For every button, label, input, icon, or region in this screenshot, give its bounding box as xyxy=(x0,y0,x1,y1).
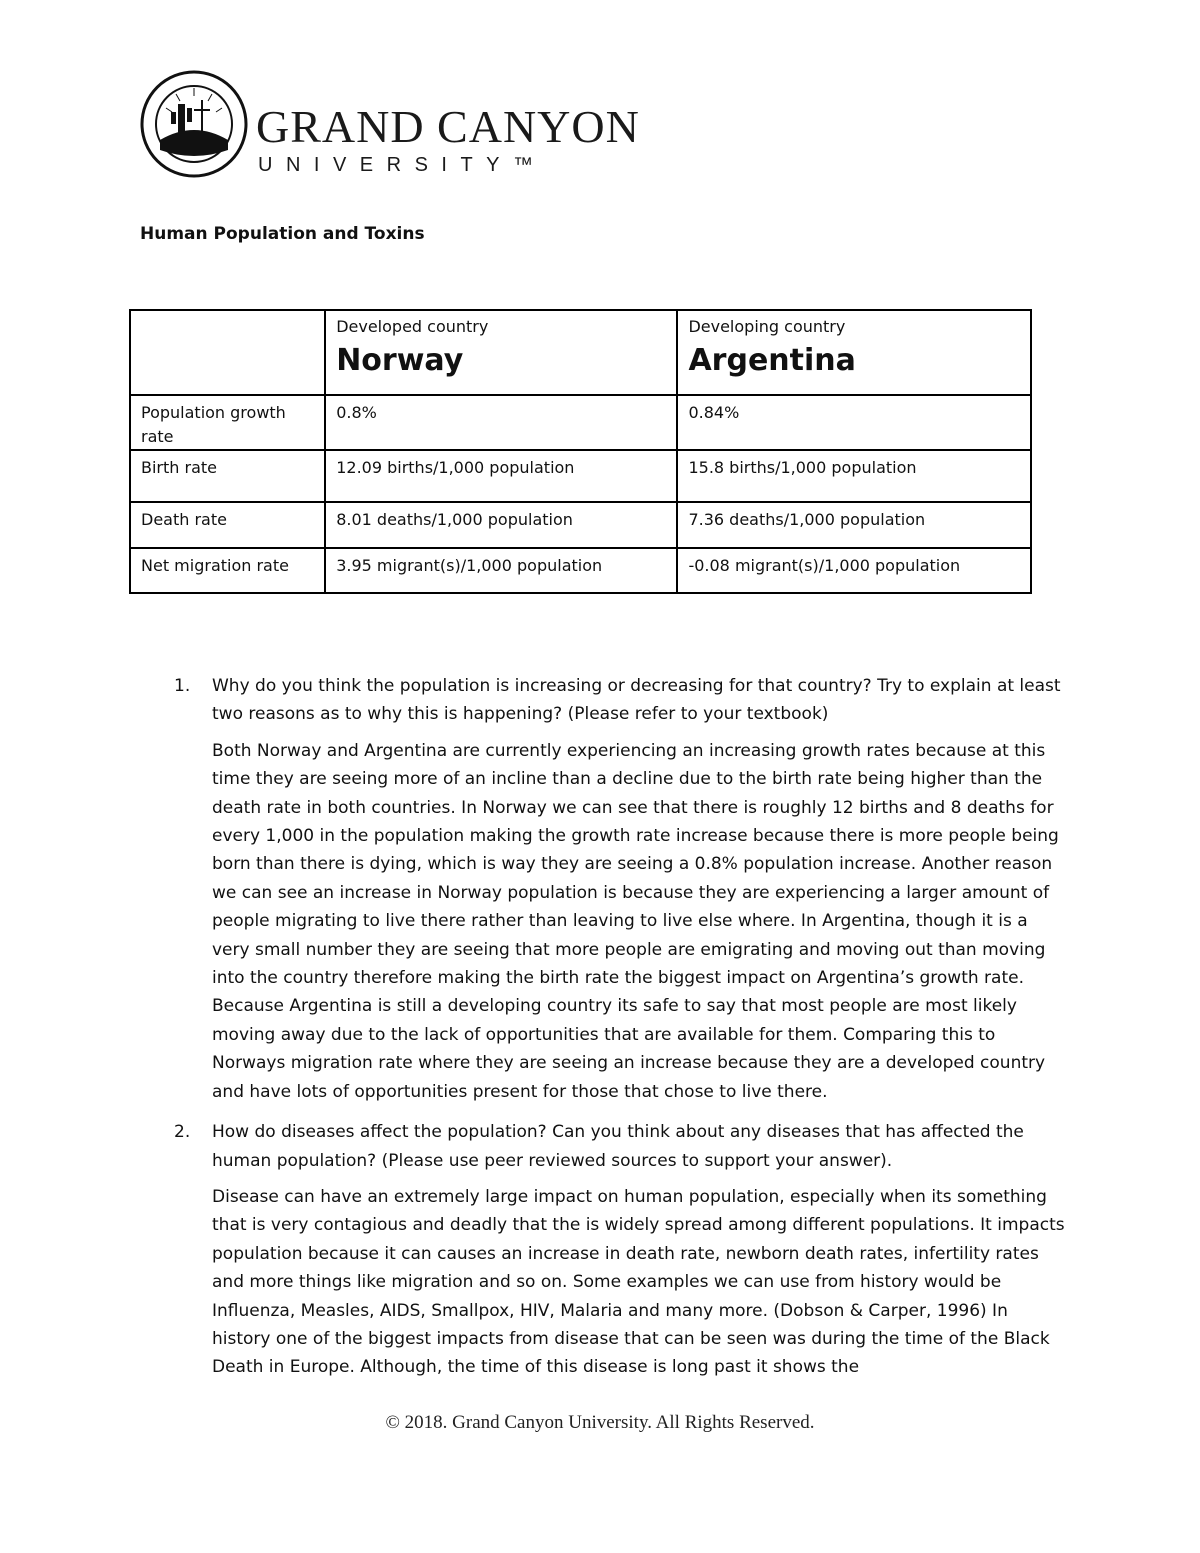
row-label: Death rate xyxy=(130,502,325,548)
university-name: GRAND CANYON xyxy=(256,101,640,152)
norway-value: 3.95 migrant(s)/1,000 population xyxy=(325,548,677,593)
copyright-footer: © 2018. Grand Canyon University. All Rights Reserved. xyxy=(385,1412,815,1433)
questions-section xyxy=(140,672,1070,1394)
table-header-row xyxy=(130,310,1031,395)
table-corner-cell xyxy=(130,310,325,395)
argentina-value: 15.8 births/1,000 population xyxy=(677,450,1031,502)
question-number: 2. xyxy=(174,1122,191,1143)
norway-value: 8.01 deaths/1,000 population xyxy=(325,502,677,548)
developed-country-name: Norway xyxy=(336,343,464,378)
answer-2: Disease can have an extremely large impact on human population, especially when its something that is very contagious and deadly that the is widely spread among different populations. It impacts population because it can causes an increase in death rate, newborn death rates, infertility rates and more things like migration and so on. Some examples we can use from history would be Influenza, Measles, AIDS, Smallpox, HIV, Malaria and many more. (Dobson & Carper, 1996) In history one of the biggest impacts from disease that can be seen was during the time of the Black Death in Europe. Although, the time of this disease is long past it shows the xyxy=(212,1186,1065,1378)
developing-country-name: Argentina xyxy=(688,343,856,378)
argentina-value: 0.84% xyxy=(677,395,1031,450)
university-logo xyxy=(140,70,640,180)
answer-1: Both Norway and Argentina are currently experiencing an increasing growth rates because at this time they are seeing more of an incline than a decline due to the birth rate being higher than the death rate in both countries. In Norway we can see that there is roughly 12 births and 8 deaths for every 1,000 in the population making the growth rate increase because there is more people being born than there is dying, which is way they are seeing a 0.8% population increase. Another reason we can see an increase in Norway population is because they are experiencing a larger amount of people migrating to live there rather than leaving to live else where. In Argentina, though it is a very small number they are seeing that more people are emigrating and moving out than moving into the country therefore making the birth rate the biggest impact on Argentina’s growth rate. Because Argentina is still a developing country its safe to say that most people are most likely moving away due to the lack of opportunities that are available for them. Comparing this to Norways migration rate where they are seeing an increase because they are a developed country and have lots of opportunities present for those that chose to live there. xyxy=(212,740,1059,1102)
table-row xyxy=(130,548,1031,593)
document-title: Human Population and Toxins xyxy=(140,224,425,244)
developed-label: Developed country xyxy=(336,317,489,336)
university-subtitle: UNIVERSITY™ xyxy=(258,154,547,176)
argentina-value: -0.08 migrant(s)/1,000 population xyxy=(677,548,1031,593)
question-number: 1. xyxy=(174,676,191,696)
table-row xyxy=(130,395,1031,450)
argentina-value: 7.36 deaths/1,000 population xyxy=(677,502,1031,548)
population-table xyxy=(129,309,1032,594)
question-text: Why do you think the population is increasing or decreasing for that country? Try to explain at least two reasons as to why this is happening? (Please refer to your textbook) xyxy=(212,676,1061,725)
row-label: Population growth rate xyxy=(130,395,325,450)
table-row xyxy=(130,450,1031,502)
table-row xyxy=(130,502,1031,548)
row-label: Birth rate xyxy=(130,450,325,502)
question-text: How do diseases affect the population? Can you think about any diseases that has affected the human population? (Please use peer reviewed sources to support your answer). xyxy=(212,1122,1024,1171)
norway-value: 0.8% xyxy=(325,395,677,450)
row-label: Net migration rate xyxy=(130,548,325,593)
developing-header-cell xyxy=(677,310,1031,395)
question-1 xyxy=(140,672,1070,729)
question-2 xyxy=(140,1118,1070,1175)
university-seal-icon xyxy=(140,70,248,178)
developing-label: Developing country xyxy=(688,317,846,336)
norway-value: 12.09 births/1,000 population xyxy=(325,450,677,502)
developed-header-cell xyxy=(325,310,677,395)
